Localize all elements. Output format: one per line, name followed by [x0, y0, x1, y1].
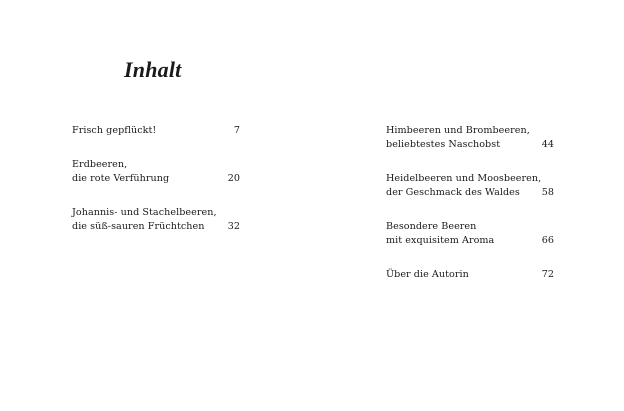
toc-entry[interactable] [386, 124, 554, 152]
toc-entry-page-number: 44 [541, 139, 554, 150]
toc-entry[interactable] [72, 158, 240, 186]
toc-entry[interactable] [72, 206, 240, 234]
toc-entry-title-line: Frisch gepflückt! [72, 125, 157, 136]
toc-entry-title-line: Heidelbeeren und Moosbeeren, [386, 173, 542, 184]
toc-entry[interactable] [386, 268, 554, 282]
toc-entry-title-line: Erdbeeren, [72, 159, 128, 170]
toc-entry-page-number: 32 [227, 221, 240, 232]
toc-entry-title-line: mit exquisitem Aroma [386, 235, 495, 246]
toc-entry-title-line: Besondere Beeren [386, 221, 477, 232]
toc-entry-title-line: Über die Autorin [386, 269, 469, 280]
toc-column-left [72, 124, 240, 234]
toc-entry-page-number: 58 [541, 187, 554, 198]
toc-entry-title-line: der Geschmack des Waldes [386, 187, 520, 198]
toc-entry-title-line: Himbeeren und Brombeeren, [386, 125, 530, 136]
toc-entry-title-line: die süß-sauren Früchtchen [72, 221, 205, 232]
toc-entry[interactable] [72, 124, 240, 138]
toc-entry-page-number: 7 [233, 125, 240, 136]
toc-entry-title-line: die rote Verführung [72, 173, 170, 184]
toc-column-right [386, 124, 554, 282]
page-title: Inhalt [124, 57, 182, 82]
toc-entry[interactable] [386, 220, 554, 248]
toc-entry[interactable] [386, 172, 554, 200]
toc-entry-page-number: 66 [541, 235, 554, 246]
toc-entry-title-line: beliebtestes Naschobst [386, 139, 501, 150]
toc-entry-page-number: 20 [227, 173, 240, 184]
toc-entry-page-number: 72 [541, 269, 554, 280]
toc-entry-title-line: Johannis- und Stachelbeeren, [72, 207, 217, 218]
